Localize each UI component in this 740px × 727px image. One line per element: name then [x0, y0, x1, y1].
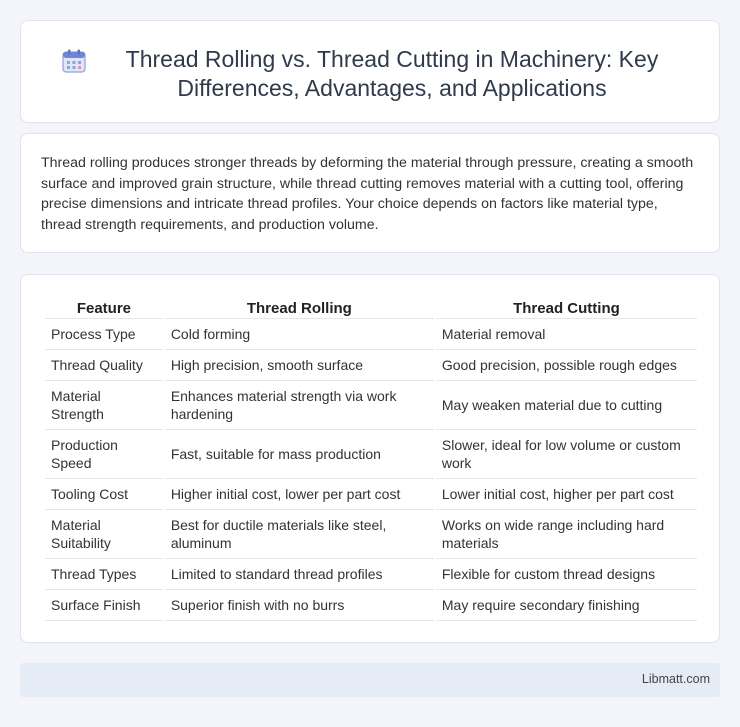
- summary-text: Thread rolling produces stronger threads by deforming the material through pressure, creating a smooth surface and improved grain structure, while thread cutting removes material with a cutting tool, offering precise dimensions and intricate thread profiles. Your choice depends on factors like material type, thread strength requirements, and production volume.: [41, 155, 694, 233]
- rolling-cell: Higher initial cost, lower per part cost: [165, 479, 434, 510]
- feature-cell: Thread Types: [45, 559, 163, 590]
- feature-cell: Surface Finish: [45, 590, 163, 621]
- header-thread-rolling: Thread Rolling: [165, 295, 434, 319]
- footer: [20, 663, 720, 697]
- rolling-cell: Limited to standard thread profiles: [165, 559, 434, 590]
- title-card: [20, 20, 720, 123]
- cutting-cell: Flexible for custom thread designs: [436, 559, 697, 590]
- title-wrap: [21, 21, 719, 103]
- table-row: [45, 559, 697, 590]
- table-row: [45, 590, 697, 621]
- page-title: Thread Rolling vs. Thread Cutting in Machinery: Key Differences, Advantages, and Applications: [125, 46, 659, 101]
- table-row: [45, 479, 697, 510]
- cutting-cell: Slower, ideal for low volume or custom work: [436, 430, 697, 479]
- rolling-cell: Best for ductile materials like steel, aluminum: [165, 510, 434, 559]
- cutting-cell: May require secondary finishing: [436, 590, 697, 621]
- table-row: [45, 350, 697, 381]
- summary-card: [20, 133, 720, 253]
- feature-cell: Tooling Cost: [45, 479, 163, 510]
- calendar-icon: [61, 48, 87, 74]
- rolling-cell: High precision, smooth surface: [165, 350, 434, 381]
- table-card: [20, 274, 720, 643]
- table-row: [45, 319, 697, 350]
- table-row: [45, 510, 697, 559]
- feature-cell: Process Type: [45, 319, 163, 350]
- cutting-cell: Good precision, possible rough edges: [436, 350, 697, 381]
- cutting-cell: May weaken material due to cutting: [436, 381, 697, 430]
- cutting-cell: Works on wide range including hard materials: [436, 510, 697, 559]
- rolling-cell: Enhances material strength via work hardening: [165, 381, 434, 430]
- table-row: [45, 430, 697, 479]
- header-feature: Feature: [45, 295, 163, 319]
- feature-cell: Thread Quality: [45, 350, 163, 381]
- comparison-table: [43, 295, 699, 621]
- cutting-cell: Material removal: [436, 319, 697, 350]
- header-thread-cutting: Thread Cutting: [436, 295, 697, 319]
- table-header-row: [45, 295, 697, 319]
- footer-site-link[interactable]: Libmatt.com: [641, 672, 710, 686]
- table-row: [45, 381, 697, 430]
- feature-cell: Material Suitability: [45, 510, 163, 559]
- feature-cell: Production Speed: [45, 430, 163, 479]
- feature-cell: Material Strength: [45, 381, 163, 430]
- rolling-cell: Cold forming: [165, 319, 434, 350]
- rolling-cell: Superior finish with no burrs: [165, 590, 434, 621]
- rolling-cell: Fast, suitable for mass production: [165, 430, 434, 479]
- cutting-cell: Lower initial cost, higher per part cost: [436, 479, 697, 510]
